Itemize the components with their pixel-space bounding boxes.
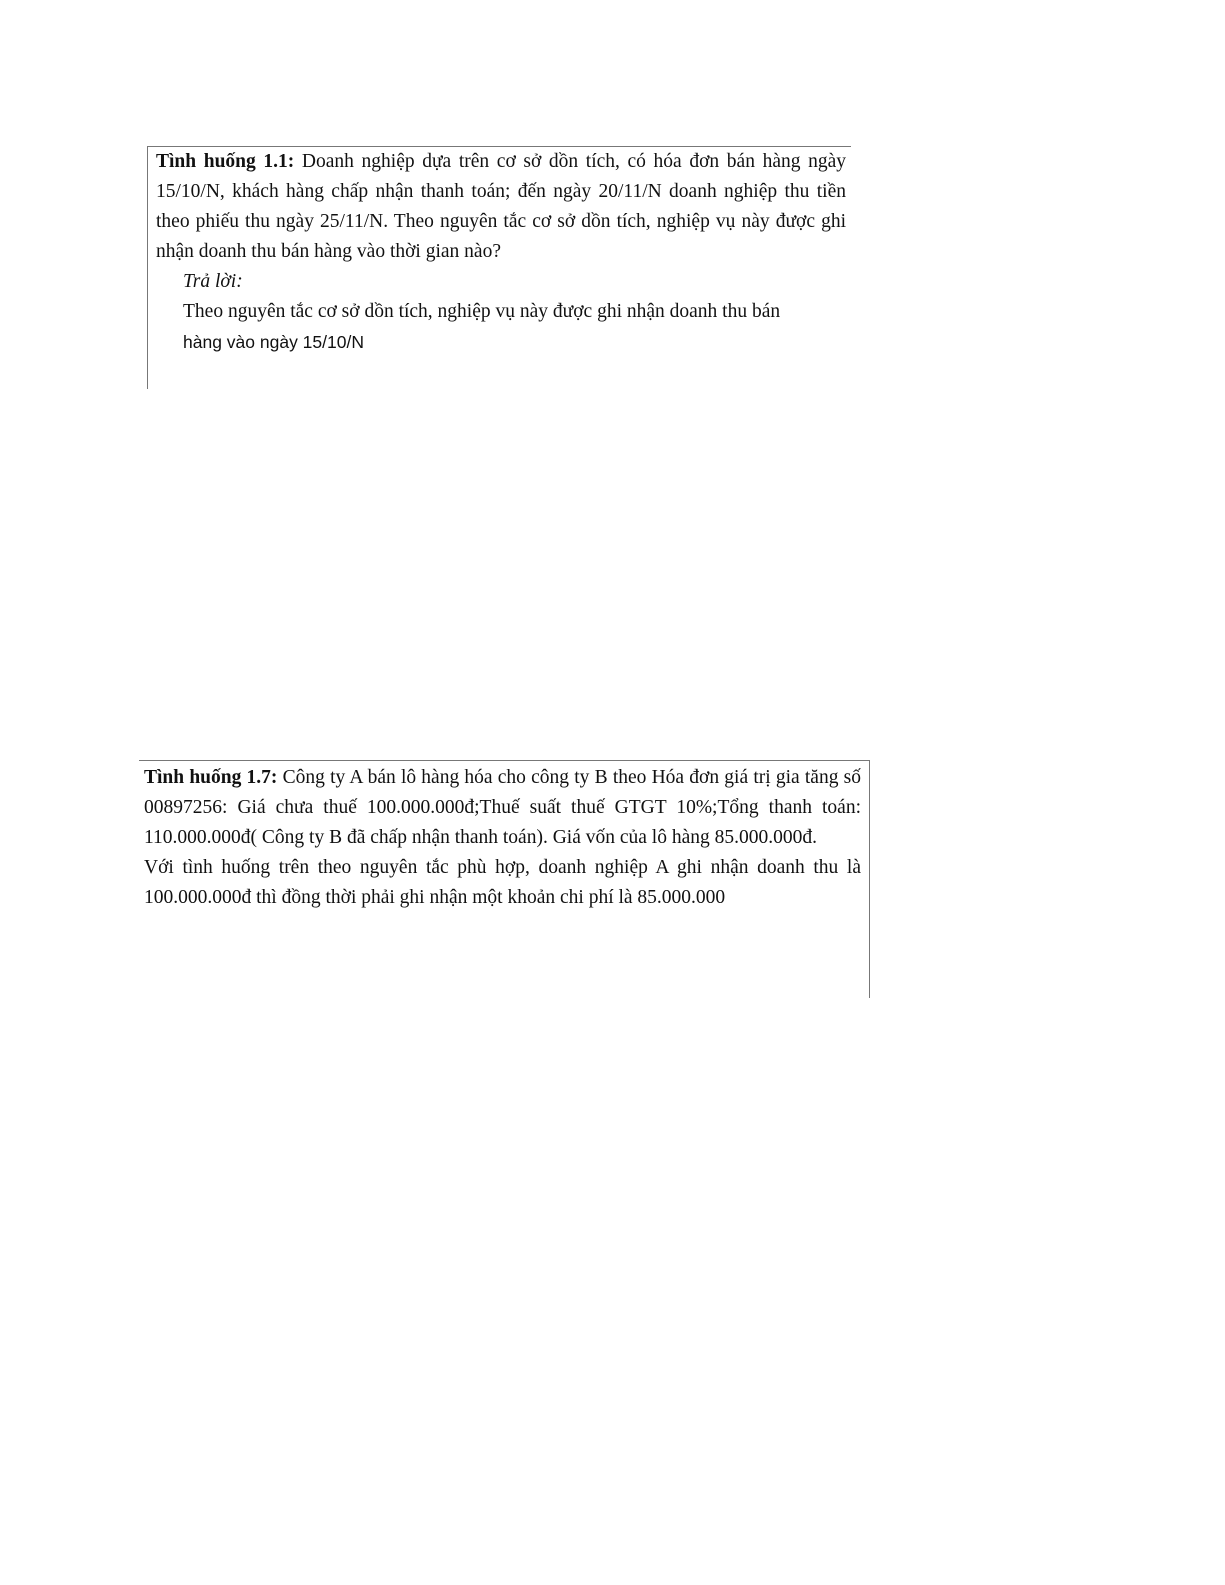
case-1-1-answer xyxy=(183,297,846,358)
case-1-7-question-text: Công ty A bán lô hàng hóa cho công ty B theo Hóa đơn giá trị gia tăng số 00897256: Giá chưa thuế 100.000.000đ;Thuế suất thuế GTGT 10%;Tổng thanh toán: 110.000.000đ( Công ty B đã chấp nhận thanh toán). Giá vốn của lô hàng 85.000.000đ. xyxy=(144,767,861,848)
case-1-1-heading: Tình huống 1.1: xyxy=(156,151,295,172)
case-1-1-question xyxy=(156,147,846,267)
case-1-7-box xyxy=(139,760,870,998)
case-1-7-answer-text: Với tình huống trên theo nguyên tắc phù hợp, doanh nghiệp A ghi nhận doanh thu là 100.000.000đ thì đồng thời phải ghi nhận một khoản chi phí là 85.000.000 xyxy=(144,857,861,908)
case-1-1-answer-label: Trả lời: xyxy=(183,271,243,292)
case-1-1-answer-line1: Theo nguyên tắc cơ sở dồn tích, nghiệp vụ này được ghi nhận doanh thu bán xyxy=(183,301,781,322)
case-1-1-question-text: Doanh nghiệp dựa trên cơ sở dồn tích, có hóa đơn bán hàng ngày 15/10/N, khách hàng chấp nhận thanh toán; đến ngày 20/11/N doanh nghiệp thu tiền theo phiếu thu ngày 25/11/N. Theo nguyên tắc cơ sở dồn tích, nghiệp vụ này được ghi nhận doanh thu bán hàng vào thời gian nào? xyxy=(156,151,847,262)
case-1-1-box xyxy=(147,146,851,389)
case-1-7-content xyxy=(144,763,861,913)
case-1-1-answer-line2: hàng vào ngày 15/10/N xyxy=(183,332,364,352)
case-1-7-heading: Tình huống 1.7: xyxy=(144,767,278,788)
